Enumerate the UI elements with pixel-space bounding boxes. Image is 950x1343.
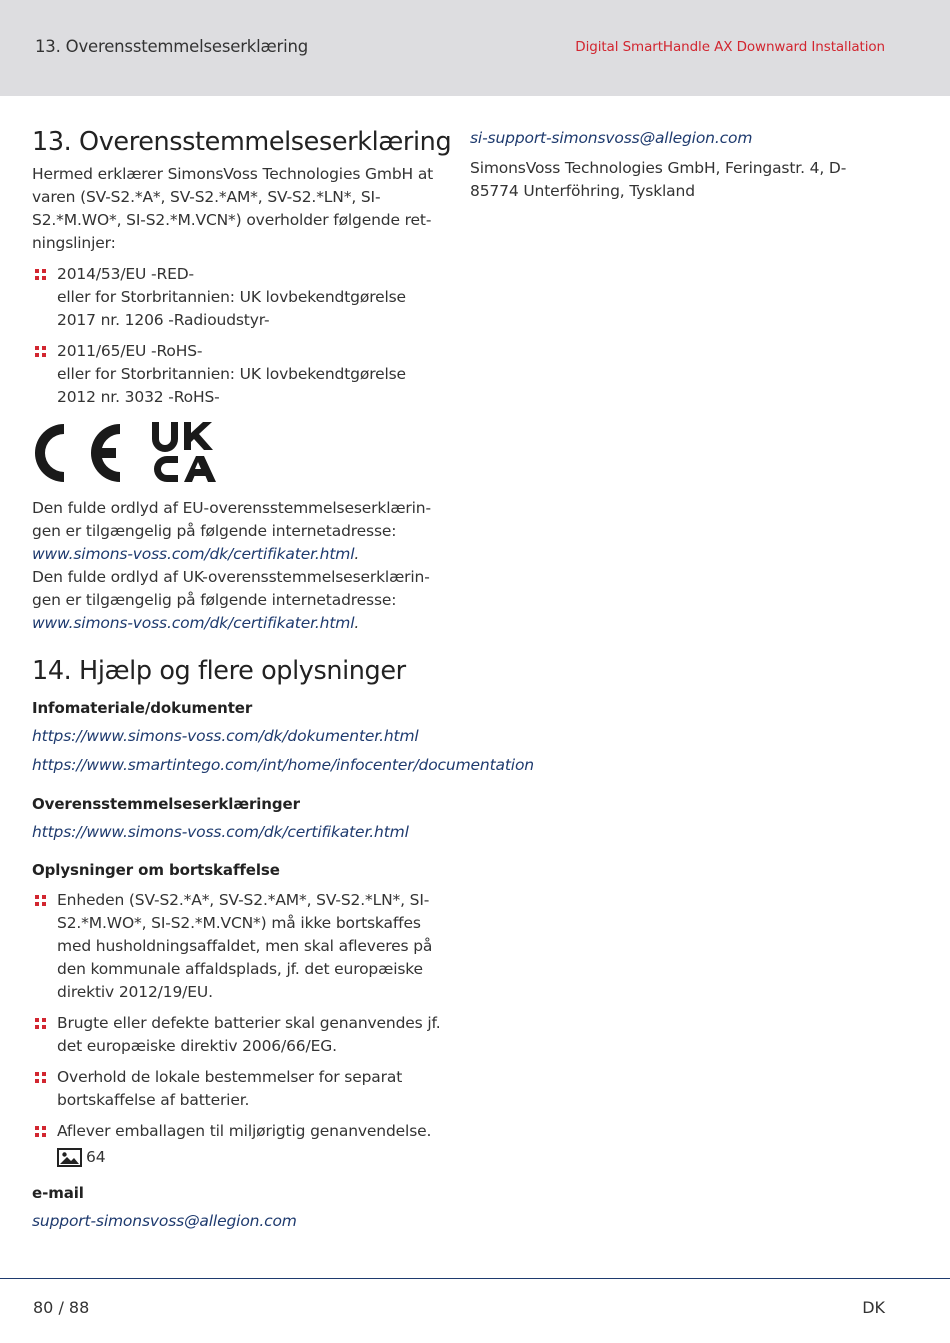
section-14-title: 14. Hjælp og flere oplysninger (32, 656, 406, 686)
conformity-marks (32, 419, 444, 487)
directive-uk-equivalent: eller for Storbritannien: UK lovbekendtgørelse 2012 nr. 3032 -RoHS- (57, 365, 406, 406)
disposal-item (32, 1012, 444, 1058)
directive-code: 2011/65/EU -RoHS- (57, 342, 203, 360)
disposal-item (32, 1066, 444, 1112)
disposal-item-text: Overhold de lokale bestemmelser for separat bortskaffelse af batterier. (57, 1068, 403, 1109)
header-product-name: Digital SmartHandle AX Downward Installation (575, 39, 885, 55)
eu-declaration-text: Den fulde ordlyd af EU-overensstemmelseserklærin-gen er tilgængelig på følgende internetadresse: (32, 499, 431, 540)
uk-declaration-paragraph-link: www.simons-voss.com/dk/certifikater.html. (32, 614, 360, 632)
directive-list (32, 263, 444, 409)
disposal-item-text: Enheden (SV-S2.*A*, SV-S2.*AM*, SV-S2.*LN*, SI-S2.*M.WO*, SI-S2.*M.VCN*) må ikke bortskaffes med husholdningsaffaldet, men skal afleveres på den kommunale affaldsplads, jf. det europæiske direktiv 2012/19/EU. (57, 891, 433, 1001)
bullet-icon (35, 346, 46, 357)
disposal-item (32, 1120, 444, 1169)
uk-declaration-link[interactable]: www.simons-voss.com/dk/certifikater.html (32, 614, 355, 632)
email-heading: e-mail (32, 1184, 84, 1202)
eu-declaration-paragraph-link: www.simons-voss.com/dk/certifikater.html. (32, 545, 360, 563)
ukca-mark-icon (152, 422, 218, 484)
conformity-heading: Overensstemmelseserklæringer (32, 795, 300, 813)
support-email-link[interactable]: support-simonsvoss@allegion.com (32, 1212, 297, 1230)
directive-code: 2014/53/EU -RED- (57, 265, 194, 283)
bullet-icon (35, 1126, 46, 1137)
disposal-item-text: Brugte eller defekte batterier skal genanvendes jf. det europæiske direktiv 2006/66/EG. (57, 1014, 441, 1055)
figure-reference[interactable] (57, 1146, 444, 1169)
declaration-intro: Hermed erklærer SimonsVoss Technologies GmbH at varen (SV-S2.*A*, SV-S2.*AM*, SV-S2.*LN*, SI-S2.*M.WO*, SI-S2.*M.VCN*) overholder følgende ret-ningslinjer: (32, 165, 434, 252)
page-header (0, 0, 950, 96)
certificates-link[interactable]: https://www.simons-voss.com/dk/certifikater.html (32, 823, 409, 841)
image-icon (57, 1148, 82, 1167)
docs-heading: Infomateriale/dokumenter (32, 699, 253, 717)
left-column (32, 125, 534, 1233)
disposal-item (32, 889, 444, 1004)
si-support-email-link[interactable]: si-support-simonsvoss@allegion.com (470, 129, 753, 147)
footer-divider (0, 1278, 950, 1279)
language-code: DK (862, 1298, 885, 1317)
bullet-icon (35, 1072, 46, 1083)
disposal-item-text: Aflever emballagen til miljørigtig genanvendelse. (57, 1122, 432, 1140)
section-13-title: 13. Overensstemmelseserklæring (32, 127, 452, 157)
disposal-heading: Oplysninger om bortskaffelse (32, 861, 280, 879)
directive-uk-equivalent: eller for Storbritannien: UK lovbekendtgørelse 2017 nr. 1206 -Radioudstyr- (57, 288, 406, 329)
ce-mark-icon (32, 421, 124, 485)
bullet-icon (35, 269, 46, 280)
infocenter-link[interactable]: https://www.smartintego.com/int/home/infocenter/documentation (32, 756, 534, 774)
directive-item (32, 340, 444, 409)
docs-link[interactable]: https://www.simons-voss.com/dk/dokumenter.html (32, 727, 419, 745)
disposal-list (32, 889, 444, 1169)
page-number: 80 / 88 (33, 1298, 90, 1317)
right-column (470, 127, 900, 203)
bullet-icon (35, 1018, 46, 1029)
bullet-icon (35, 895, 46, 906)
uk-declaration-text: Den fulde ordlyd af UK-overensstemmelseserklærin-gen er tilgængelig på følgende internetadresse: (32, 568, 430, 609)
eu-declaration-link[interactable]: www.simons-voss.com/dk/certifikater.html (32, 545, 355, 563)
directive-item (32, 263, 444, 332)
figure-ref-number: 64 (86, 1148, 106, 1166)
company-address: SimonsVoss Technologies GmbH, Feringastr. 4, D-85774 Unterföhring, Tyskland (470, 159, 847, 200)
header-chapter-title: 13. Overensstemmelseserklæring (35, 37, 309, 56)
